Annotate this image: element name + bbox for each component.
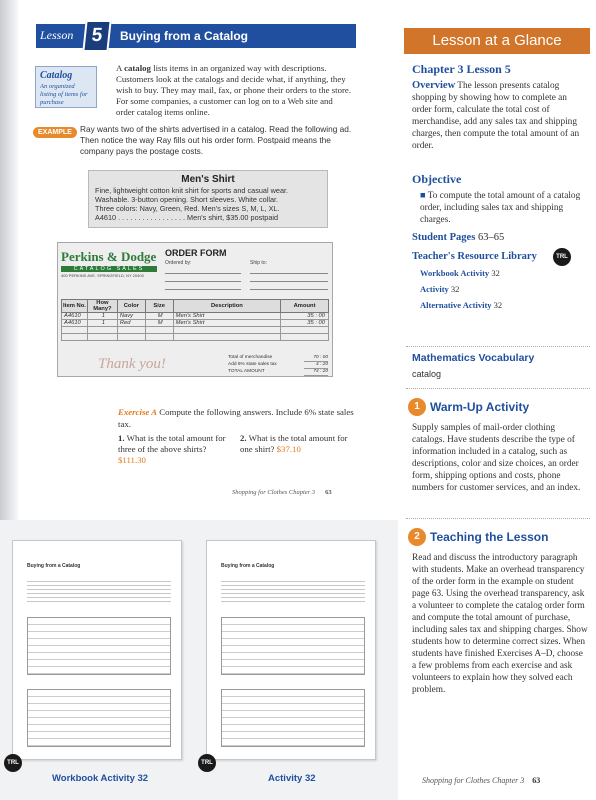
total-label: Add 6% state sales tax [228, 362, 277, 367]
cell: 35 : 00 [281, 313, 329, 320]
objective-body: To compute the total amount of a catalog order, including sales tax and shipping charges. [420, 191, 581, 225]
cell [281, 327, 329, 334]
cell: Navy [117, 313, 145, 320]
example-badge: EXAMPLE [33, 127, 77, 138]
form-line [165, 273, 241, 274]
brand-logo [61, 249, 157, 278]
thumbnail-form-grid [221, 617, 365, 675]
order-form [57, 242, 333, 377]
order-table-header [62, 300, 329, 313]
ship-to-label: Ship to: [250, 260, 267, 266]
form-line [250, 273, 328, 274]
student-page-footer [232, 489, 332, 496]
resource-number: 32 [450, 284, 460, 294]
resource-number: 32 [491, 268, 500, 278]
resource-item [420, 284, 459, 294]
warmup-text: Supply samples of mail-order clothing catalogs. Have students describe the type of information included in a catalog, such as descriptions, color and size choices, an order form, shipping options and costs, phone numbers for customer services, and an index. [412, 423, 581, 493]
cell [62, 327, 88, 334]
thank-you-text: Thank you! [98, 356, 166, 372]
thumbnail-caption: Activity 32 [268, 773, 316, 784]
form-line [165, 281, 241, 282]
thumbnail-form-grid [27, 689, 171, 747]
vocab-term: Catalog [40, 70, 73, 81]
thumbnail-text-lines [221, 581, 365, 605]
thumbnail-form-grid [221, 689, 365, 747]
warmup-heading: Warm-Up Activity [430, 400, 530, 414]
cell: M [145, 320, 173, 327]
lesson-tag: Lesson [40, 28, 74, 42]
col-header: Description [173, 300, 280, 313]
student-pages-value: 63–65 [477, 232, 505, 243]
intro-paragraph [116, 63, 352, 118]
resource-name: Alternative Activity [420, 300, 492, 310]
total-value: 4 : 20 [304, 362, 328, 369]
math-vocab-word: catalog [412, 369, 442, 379]
page-number: 63 [532, 776, 541, 785]
ad-line: Washable. 3-button opening. Short sleeves. White collar. [95, 195, 279, 204]
cell [173, 334, 280, 341]
question-text: What is the total amount for three of the above shirts? [118, 433, 226, 454]
exercise-text: Compute the following answers. Include 6% state sales tax. [118, 407, 354, 429]
form-line [165, 289, 241, 290]
lesson-title: Buying from a Catalog [120, 29, 249, 43]
student-pages [412, 232, 504, 243]
trl-badge-icon: TRL [4, 754, 22, 772]
total-label: TOTAL AMOUNT [228, 369, 265, 374]
footer-text: Shopping for Clothes Chapter 3 [232, 489, 316, 496]
intro-keyword: catalog [124, 63, 151, 73]
question-number: 2. [240, 433, 247, 443]
objective-text [420, 190, 588, 226]
trl-badge-icon: TRL [198, 754, 216, 772]
col-header: How Many? [87, 300, 117, 313]
teacher-page-footer [422, 776, 540, 785]
form-line [250, 281, 328, 282]
total-row [228, 355, 328, 362]
col-header: Size [145, 300, 173, 313]
table-row [62, 334, 329, 341]
overview-label: Overview [412, 80, 456, 91]
exercise-instruction [118, 406, 358, 430]
cell: A4610 [62, 313, 88, 320]
form-line [250, 289, 328, 290]
step-number-icon: 2 [408, 528, 426, 546]
catalog-ad [88, 170, 328, 228]
divider [406, 518, 590, 519]
lesson-header-bar [36, 24, 356, 48]
cell: Men's Shirt [173, 320, 280, 327]
ad-line: Fine, lightweight cotton knit shirt for sports and casual wear. [95, 186, 289, 195]
lesson-at-a-glance-header: Lesson at a Glance [404, 28, 590, 54]
thumbnail-title: Buying from a Catalog [221, 563, 275, 569]
teacher-sidebar [398, 0, 596, 800]
total-value: 70 : 00 [304, 355, 328, 362]
example-text: Ray wants two of the shirts advertised in a catalog. Read the following ad. Then notice the way Ray fills out his order form. Postpaid means the company pays the postage costs. [80, 124, 352, 156]
ad-line: A4610 . . . . . . . . . . . . . . . . . Men's shirt, $35.00 postpaid [95, 213, 279, 222]
thumbnail-title: Buying from a Catalog [27, 563, 81, 569]
exercise-label: Exercise A [118, 407, 158, 417]
question-answer: $37.10 [276, 444, 301, 454]
page-number: 63 [325, 489, 332, 496]
vocab-definition: An organized listing of items for purchase [40, 83, 88, 106]
table-row [62, 320, 329, 327]
col-header: Color [117, 300, 145, 313]
cell [87, 334, 117, 341]
ad-line: Three colors: Navy, Green, Red. Men's sizes S, M, L, XL. [95, 204, 280, 213]
resource-item [420, 268, 500, 278]
brand-address: 400 PERKINS AVE. SPRINGFIELD, NY 20403 [61, 273, 144, 278]
chapter-lesson-heading: Chapter 3 Lesson 5 [412, 62, 511, 76]
bullet-icon: ■ [420, 191, 428, 201]
ad-title: Men's Shirt [181, 174, 235, 185]
cell [87, 327, 117, 334]
overview-text: The lesson presents catalog shopping by showing how to complete an order form, calculate the total cost of merchandise, add any sales tax and shipping charges, then compute the total amount of an order. [412, 81, 580, 151]
cell [117, 327, 145, 334]
cell [145, 334, 173, 341]
trl-badge-icon: TRL [553, 248, 571, 266]
overview-paragraph [412, 80, 588, 152]
thumbnail-caption: Workbook Activity 32 [52, 773, 149, 784]
question-text: What is the total amount for one shirt? [240, 433, 348, 454]
page-spine-shadow [0, 0, 20, 520]
student-page-upper [0, 0, 398, 520]
resource-name: Workbook Activity [420, 268, 490, 278]
cell: A4610 [62, 320, 88, 327]
cell [173, 327, 280, 334]
cell [281, 334, 329, 341]
ordered-by-label: Ordered by: [165, 260, 192, 266]
thumbnail-text-lines [27, 581, 171, 605]
trl-heading: Teacher's Resource Library [412, 251, 537, 262]
cell [145, 327, 173, 334]
question-2 [240, 433, 352, 455]
intro-text-a: A [116, 63, 125, 73]
order-form-title: ORDER FORM [165, 248, 227, 258]
cell: 35 : 00 [281, 320, 329, 327]
question-1 [118, 433, 230, 466]
cell [62, 334, 88, 341]
total-row [228, 362, 328, 369]
intro-text-b: lists items in an organized way with descriptions. Customers look at the catalogs and decide what, if anything, they wish to buy. They may mail, fax, or phone their orders to the store. For some companies, a customer can log on to a Web site and order catalog items online. [116, 63, 352, 117]
vocab-sidebar-box [35, 66, 97, 108]
step-number-icon: 1 [408, 398, 426, 416]
total-row [228, 369, 328, 376]
table-row [62, 327, 329, 334]
objective-heading: Objective [412, 172, 462, 186]
lesson-number: 5 [82, 20, 111, 52]
table-row [62, 313, 329, 320]
thumbnail-form-grid [27, 617, 171, 675]
cell: Red [117, 320, 145, 327]
total-label: Total of merchandise [228, 355, 273, 360]
workbook-thumbnail [12, 540, 182, 760]
cell: Men's Shirt [173, 313, 280, 320]
teaching-text: Read and discuss the introductory paragraph with students. Make an overhead transparency of the order form in the example on student page 63. Using the overhead transparency, ask a volunteer to complete the catalog order form and compute the total amount of purchase, including sales tax and shipping charges. Show students how to determine correct sizes. When students have finished Exercises A–D, choose a few problems from each exercise and ask volunteers to explain how they solved each problem. [412, 553, 588, 695]
total-value: 74 : 20 [304, 369, 328, 376]
cell: 1 [87, 320, 117, 327]
cell [117, 334, 145, 341]
footer-text: Shopping for Clothes Chapter 3 [422, 776, 525, 785]
question-number: 1. [118, 433, 125, 443]
math-vocab-heading: Mathematics Vocabulary [412, 352, 535, 364]
cell: 1 [87, 313, 117, 320]
teaching-heading: Teaching the Lesson [430, 530, 549, 544]
resource-name: Activity [420, 284, 449, 294]
brand-subtitle: CATALOG SALES [61, 266, 157, 272]
order-table [61, 299, 329, 341]
cell: M [145, 313, 173, 320]
resource-number: 32 [493, 300, 503, 310]
col-header: Amount [281, 300, 329, 313]
question-answer: $111.30 [118, 455, 146, 465]
order-totals [228, 355, 328, 376]
resource-item [420, 300, 502, 310]
student-pages-label: Student Pages [412, 232, 476, 243]
brand-name: Perkins & Dodge [61, 249, 157, 264]
col-header: Item No. [62, 300, 88, 313]
divider [406, 346, 590, 347]
divider [406, 388, 590, 389]
activity-thumbnail [206, 540, 376, 760]
